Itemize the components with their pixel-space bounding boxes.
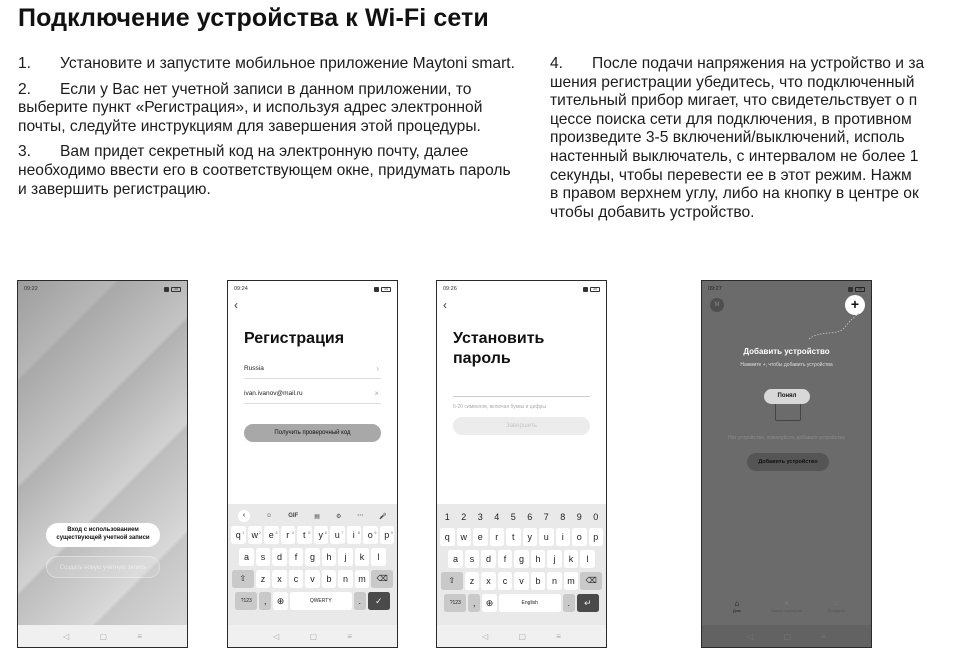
key-j[interactable]: j xyxy=(547,550,562,568)
key-g[interactable]: g xyxy=(305,548,320,566)
clear-icon[interactable]: × xyxy=(374,389,379,398)
back-chevron-icon[interactable]: ‹ xyxy=(234,298,238,312)
scene-icon: ☀ xyxy=(782,599,791,608)
key-a[interactable]: a xyxy=(239,548,254,566)
key-w[interactable]: w 2 xyxy=(248,526,263,544)
settings-icon[interactable]: ⚙ xyxy=(335,513,342,520)
add-plus-icon[interactable]: + xyxy=(845,295,865,315)
keyboard-row-1 xyxy=(439,528,604,546)
keyboard xyxy=(437,504,606,627)
back-chevron-icon[interactable]: ‹ xyxy=(443,298,447,312)
diagonal-background xyxy=(18,281,187,647)
key-r[interactable]: r xyxy=(490,528,505,546)
keyboard-row-3 xyxy=(439,572,604,590)
nav-back-icon[interactable]: ◁ xyxy=(482,631,489,641)
status-bar xyxy=(437,281,606,297)
key-k[interactable]: k xyxy=(564,550,579,568)
nav-menu-icon[interactable]: ≡ xyxy=(137,631,142,641)
key-k[interactable]: k xyxy=(355,548,370,566)
notification-icon xyxy=(583,287,588,292)
key-u[interactable]: u 7 xyxy=(330,526,345,544)
nav-home-icon[interactable]: ▢ xyxy=(518,631,527,641)
nav-home-icon[interactable]: ▢ xyxy=(783,631,792,641)
key-w[interactable]: w xyxy=(457,528,472,546)
country-select[interactable]: Russia › xyxy=(244,359,381,379)
chevron-right-icon: › xyxy=(376,364,379,373)
key-r[interactable]: r 4 xyxy=(281,526,296,544)
keyboard-row-4 xyxy=(439,594,604,612)
key-v[interactable]: v xyxy=(305,570,320,588)
keyboard-row-3 xyxy=(230,570,395,588)
key-p[interactable]: p xyxy=(589,528,604,546)
more-icon[interactable]: ··· xyxy=(357,513,364,519)
finish-button[interactable]: Завершить xyxy=(453,417,590,435)
key-n[interactable]: n xyxy=(338,570,353,588)
step-4: 4. После подачи напряжения на устройство и за шения регистрации убедитесь, что подключенный тительный прибор мигает, что свидетельствует о п цессе поиска сети для подключения, в противном произведите 3-5 включений/выключений, исполь настенный выключатель, с интервалом не более 1 секунды, чтобы перевести ее в этот режим. Нажм в правом верхнем углу, либо на кнопку в центре ок чтобы добавить устройство. xyxy=(550,55,925,221)
key-z[interactable]: z xyxy=(465,572,480,590)
status-bar xyxy=(228,281,397,297)
notification-icon xyxy=(374,287,379,292)
step-2: 2. Если у Вас нет учетной записи в данном приложении, то выберите пункт «Регистрация», и используя адрес электронной почты, следуйте инструкциям для завершения этой процедуры. xyxy=(18,80,483,135)
key-4[interactable]: 4 xyxy=(494,512,500,522)
keyboard-row-2 xyxy=(230,548,395,566)
nav-back-icon[interactable]: ◁ xyxy=(63,631,70,641)
key-2[interactable]: 2 xyxy=(461,512,467,522)
key-c[interactable]: c xyxy=(289,570,304,588)
sticker-icon[interactable]: ☺ xyxy=(266,513,273,519)
status-time: 09:22 xyxy=(24,286,38,292)
key-b[interactable]: b xyxy=(531,572,546,590)
email-field[interactable]: ivan.ivanov@mail.ru × xyxy=(244,384,381,404)
key-v[interactable]: v xyxy=(514,572,529,590)
shift-icon[interactable]: ⇧ xyxy=(232,570,254,588)
phone-screen-registration xyxy=(227,280,398,648)
globe-icon[interactable]: ⊕ xyxy=(273,592,288,610)
key-a[interactable]: a xyxy=(448,550,463,568)
battery-icon: 35 xyxy=(855,287,865,292)
backspace-icon[interactable]: ⌫ xyxy=(371,570,393,588)
key-z[interactable]: z xyxy=(256,570,271,588)
instructions-right xyxy=(550,55,960,229)
enter-icon[interactable]: ↵ xyxy=(577,594,599,612)
key-f[interactable]: f xyxy=(289,548,304,566)
key-9[interactable]: 9 xyxy=(576,512,582,522)
add-device-title: Добавить устройство xyxy=(743,347,830,356)
key-h[interactable]: h xyxy=(322,548,337,566)
notification-icon xyxy=(164,287,169,292)
symbols-key[interactable]: ?123 xyxy=(235,592,257,610)
key-1[interactable]: 1 xyxy=(444,512,450,522)
key-u[interactable]: u xyxy=(539,528,554,546)
space-key[interactable]: English xyxy=(499,594,561,612)
space-key[interactable]: QWERTY xyxy=(290,592,352,610)
keyboard-number-row xyxy=(439,508,604,526)
step-3: 3. Вам придет секретный код на электронную почту, далее необходимо ввести его в соответствующем окне, придумать пароль и завершить регистрацию. xyxy=(18,143,511,198)
key-q[interactable]: q xyxy=(440,528,455,546)
login-existing-account-button[interactable]: Вход с использованием существующей учетной записи xyxy=(46,523,160,547)
key-m[interactable]: m xyxy=(355,570,370,588)
profile-icon: ☺ xyxy=(832,599,841,608)
registration-title: Регистрация xyxy=(244,330,345,347)
bottom-tab-bar xyxy=(702,599,871,623)
system-nav-bar xyxy=(702,625,871,647)
system-nav-bar xyxy=(437,625,606,647)
key-7[interactable]: 7 xyxy=(543,512,549,522)
tab-scenes[interactable]: ☀ Умные сценарии xyxy=(766,599,806,623)
symbols-key[interactable]: ?123 xyxy=(444,594,466,612)
notification-icon xyxy=(848,287,853,292)
password-hint: 6-20 символов, включая буквы и цифры xyxy=(453,404,546,410)
backspace-icon[interactable]: ⌫ xyxy=(580,572,602,590)
keyboard-toolbar xyxy=(230,508,395,524)
key-i[interactable]: i 8 xyxy=(347,526,362,544)
key-6[interactable]: 6 xyxy=(527,512,533,522)
get-code-button[interactable]: Получить проверочный код xyxy=(244,424,381,442)
key-c[interactable]: c xyxy=(498,572,513,590)
collapse-icon[interactable]: ‹ xyxy=(238,510,250,522)
nav-menu-icon[interactable]: ≡ xyxy=(347,631,352,641)
period-key[interactable]: . xyxy=(563,594,575,612)
instructions-left xyxy=(18,55,518,206)
key-3[interactable]: 3 xyxy=(477,512,483,522)
key-g[interactable]: g xyxy=(514,550,529,568)
keyboard-row-4 xyxy=(230,592,395,610)
phone-screen-welcome xyxy=(17,280,188,648)
key-y[interactable]: y xyxy=(523,528,538,546)
key-f[interactable]: f xyxy=(498,550,513,568)
key-d[interactable]: d xyxy=(481,550,496,568)
key-h[interactable]: h xyxy=(531,550,546,568)
system-nav-bar xyxy=(18,625,187,647)
key-e[interactable]: e 3 xyxy=(264,526,279,544)
key-d[interactable]: d xyxy=(272,548,287,566)
key-l[interactable]: l xyxy=(580,550,595,568)
nav-home-icon[interactable]: ▢ xyxy=(309,631,318,641)
key-i[interactable]: i xyxy=(556,528,571,546)
step-1: 1. Установите и запустите мобильное приложение Maytoni smart. xyxy=(18,55,515,72)
keyboard xyxy=(228,504,397,627)
phone-screen-set-password xyxy=(436,280,607,648)
create-account-button[interactable]: Создать новую учетную запись xyxy=(46,556,160,578)
key-t[interactable]: t xyxy=(506,528,521,546)
emoji-comma-key[interactable]: , xyxy=(259,592,271,610)
keyboard-row-2 xyxy=(439,550,604,568)
add-device-subtitle: Нажмите +, чтобы добавить устройства xyxy=(740,362,833,368)
no-devices-text: Нет устройства, пожалуйста, добавьте устройства xyxy=(728,435,845,441)
key-p[interactable]: p 0 xyxy=(380,526,395,544)
nav-home-icon[interactable]: ▢ xyxy=(99,631,108,641)
done-check-icon[interactable]: ✓ xyxy=(368,592,390,610)
phone-screen-add-device xyxy=(701,280,872,648)
key-o[interactable]: o 9 xyxy=(363,526,378,544)
key-s[interactable]: s xyxy=(256,548,271,566)
page-title: Подключение устройства к Wi-Fi сети xyxy=(18,4,489,32)
tab-profile[interactable]: ☺ Профиль xyxy=(816,599,856,623)
key-m[interactable]: m xyxy=(564,572,579,590)
battery-icon: 35 xyxy=(171,287,181,292)
add-device-button[interactable]: Добавить устройство xyxy=(747,453,829,471)
key-j[interactable]: j xyxy=(338,548,353,566)
battery-icon: 35 xyxy=(381,287,391,292)
key-s[interactable]: s xyxy=(465,550,480,568)
key-q[interactable]: q 1 xyxy=(231,526,246,544)
status-bar xyxy=(18,281,187,297)
key-e[interactable]: e xyxy=(473,528,488,546)
mic-icon[interactable]: 🎤 xyxy=(379,513,387,520)
nav-menu-icon[interactable]: ≡ xyxy=(821,631,826,641)
home-icon: ⌂ xyxy=(734,599,740,608)
nav-back-icon[interactable]: ◁ xyxy=(747,631,754,641)
avatar[interactable]: M xyxy=(710,298,724,312)
key-b[interactable]: b xyxy=(322,570,337,588)
nav-menu-icon[interactable]: ≡ xyxy=(556,631,561,641)
key-y[interactable]: y 6 xyxy=(314,526,329,544)
password-field[interactable] xyxy=(453,377,590,397)
keyboard-row-1 xyxy=(230,526,395,544)
battery-icon: 35 xyxy=(590,287,600,292)
tab-home[interactable]: ⌂ Дом xyxy=(717,599,757,623)
key-0[interactable]: 0 xyxy=(593,512,599,522)
got-it-button[interactable]: Понял xyxy=(764,389,810,404)
period-key[interactable]: . xyxy=(354,592,366,610)
system-nav-bar xyxy=(228,625,397,647)
status-time: 09:27 xyxy=(708,286,722,292)
set-password-title: Установить пароль xyxy=(453,330,545,367)
clipboard-icon[interactable]: ▤ xyxy=(314,513,320,520)
gif-button[interactable]: GIF xyxy=(288,513,299,519)
status-bar xyxy=(702,281,871,297)
key-5[interactable]: 5 xyxy=(510,512,516,522)
key-8[interactable]: 8 xyxy=(560,512,566,522)
dashed-arrow-icon xyxy=(807,311,862,341)
nav-back-icon[interactable]: ◁ xyxy=(273,631,280,641)
status-time: 09:26 xyxy=(443,286,457,292)
globe-icon[interactable]: ⊕ xyxy=(482,594,497,612)
shift-icon[interactable]: ⇧ xyxy=(441,572,463,590)
key-x[interactable]: x xyxy=(272,570,287,588)
key-t[interactable]: t 5 xyxy=(297,526,312,544)
key-o[interactable]: o xyxy=(572,528,587,546)
status-time: 09:24 xyxy=(234,286,248,292)
key-l[interactable]: l xyxy=(371,548,386,566)
key-n[interactable]: n xyxy=(547,572,562,590)
key-x[interactable]: x xyxy=(481,572,496,590)
comma-key[interactable]: , xyxy=(468,594,480,612)
